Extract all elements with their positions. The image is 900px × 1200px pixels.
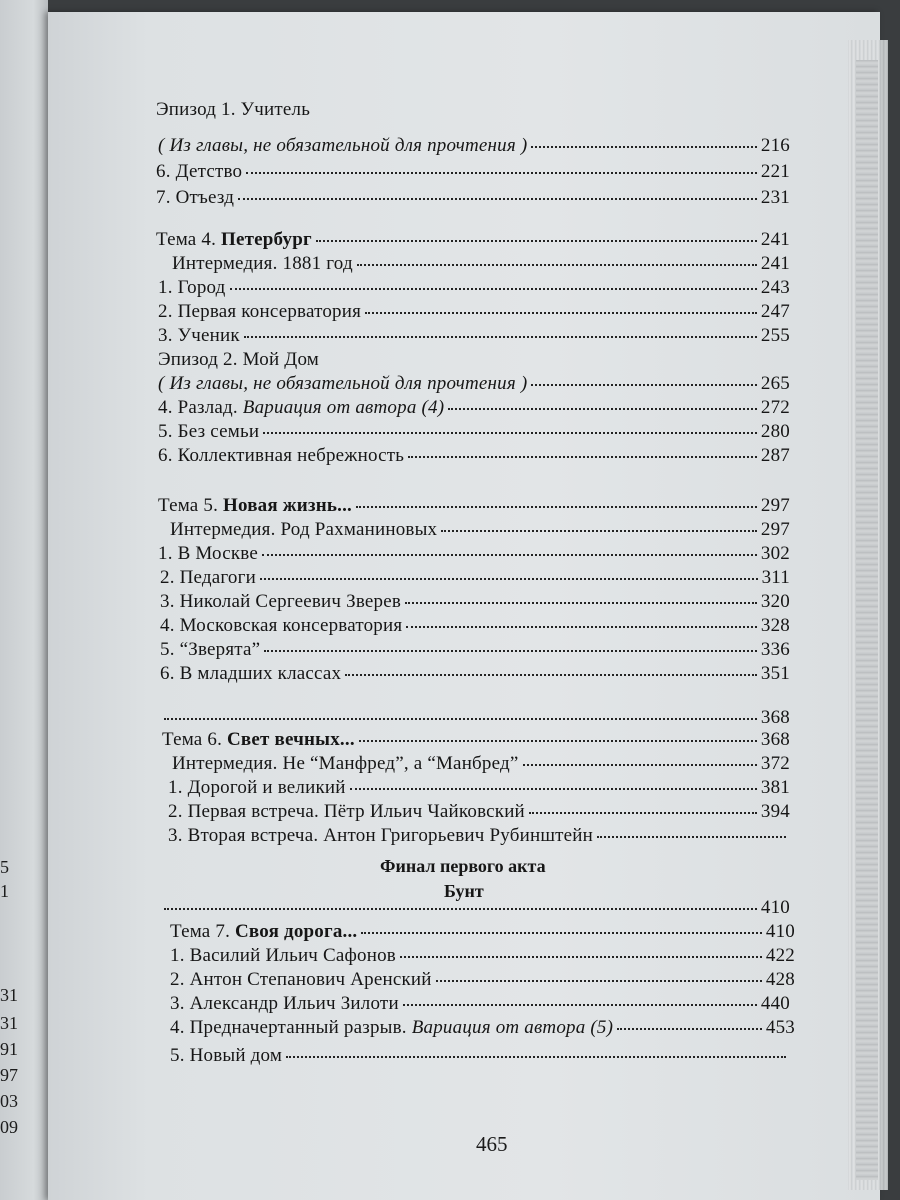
dot-leader bbox=[365, 312, 757, 314]
toc-entry-label bbox=[170, 946, 396, 965]
toc-entry-title: 6. Коллективная небрежность bbox=[158, 445, 405, 466]
toc-entry bbox=[170, 994, 790, 1013]
dot-leader bbox=[597, 836, 786, 838]
dot-leader bbox=[531, 146, 757, 148]
left-page-number: 03 bbox=[0, 1091, 18, 1111]
toc-entry-page: 320 bbox=[760, 591, 790, 612]
toc-entry-prefix: Тема 6. bbox=[162, 729, 227, 750]
toc-entry-title: ( Из главы, не обязательной для прочтения ) bbox=[158, 373, 528, 394]
toc-entry-title: Интермедия. Не “Манфред”, а “Манбред” bbox=[172, 753, 519, 774]
toc-entry-page: 428 bbox=[765, 969, 795, 990]
toc-entry bbox=[160, 616, 790, 635]
dot-leader bbox=[316, 240, 757, 242]
toc-entry bbox=[158, 350, 790, 369]
toc-entry-page: 311 bbox=[761, 567, 790, 588]
toc-entry-label bbox=[160, 664, 341, 683]
dot-leader bbox=[361, 932, 762, 934]
toc-entry-page: 247 bbox=[760, 301, 790, 322]
toc-entry-title: Интермедия. Род Рахманиновых bbox=[170, 519, 438, 540]
toc-entry bbox=[158, 496, 790, 515]
toc-entry-page: 297 bbox=[760, 519, 790, 540]
toc-entry-label bbox=[158, 544, 258, 563]
toc-entry-label bbox=[170, 1046, 282, 1065]
toc-entry-page: 280 bbox=[760, 421, 790, 442]
toc-entry-page: 265 bbox=[760, 373, 790, 394]
toc-entry-label bbox=[158, 136, 527, 155]
dot-leader bbox=[441, 530, 757, 532]
dot-leader bbox=[164, 718, 757, 720]
toc-entry-label bbox=[156, 100, 310, 119]
dot-leader bbox=[262, 554, 757, 556]
dot-leader bbox=[448, 408, 757, 410]
toc-entry bbox=[172, 754, 790, 773]
toc-entry-label bbox=[160, 592, 401, 611]
toc-entry-title: 3. Александр Ильич Зилоти bbox=[170, 993, 399, 1014]
toc-entry bbox=[170, 520, 790, 539]
toc-entry bbox=[170, 922, 795, 941]
section-heading: Бунт bbox=[444, 881, 484, 901]
toc-entry-title: Своя дорога... bbox=[235, 921, 358, 942]
toc-entry bbox=[160, 708, 790, 727]
toc-entry-prefix: Тема 7. bbox=[170, 921, 235, 942]
dot-leader bbox=[260, 578, 758, 580]
toc-entry bbox=[160, 568, 790, 587]
left-page-number: 97 bbox=[0, 1065, 18, 1085]
toc-entry-page: 272 bbox=[760, 397, 790, 418]
dot-leader bbox=[264, 650, 757, 652]
toc-entry-title: Эпизод 2. Мой Дом bbox=[158, 349, 320, 370]
toc-entry-title: 2. Антон Степанович Аренский bbox=[170, 969, 432, 990]
dot-leader bbox=[345, 674, 757, 676]
toc-entry-page: 255 bbox=[760, 325, 790, 346]
left-page-number: 31 bbox=[0, 1013, 18, 1033]
toc-entry bbox=[158, 326, 790, 345]
toc-entry-label bbox=[160, 640, 260, 659]
toc-entry-label bbox=[158, 302, 361, 321]
toc-entry-label bbox=[156, 188, 234, 207]
toc-entry bbox=[158, 302, 790, 321]
toc-entry-page: 372 bbox=[760, 753, 790, 774]
toc-entry-page: 381 bbox=[760, 777, 790, 798]
dot-leader bbox=[408, 456, 757, 458]
toc-entry-label bbox=[168, 802, 525, 821]
toc-entry-label bbox=[170, 520, 437, 539]
toc-entry-page: 394 bbox=[760, 801, 790, 822]
toc-entry-title: Вариация от автора (5) bbox=[411, 1017, 614, 1038]
toc-entry-label bbox=[172, 254, 353, 273]
toc-entry-title: 1. Город bbox=[158, 277, 226, 298]
toc-entry-label bbox=[162, 730, 355, 749]
toc-entry-page: 221 bbox=[760, 161, 790, 182]
toc-entry-page: 328 bbox=[760, 615, 790, 636]
toc-entry-page: 287 bbox=[760, 445, 790, 466]
toc-entry-page: 410 bbox=[765, 921, 795, 942]
toc-entry bbox=[158, 544, 790, 563]
toc-entry-title: 4. Московская консерватория bbox=[160, 615, 403, 636]
toc-entry-label bbox=[158, 350, 319, 369]
dot-leader bbox=[405, 602, 757, 604]
toc-entry bbox=[160, 592, 790, 611]
dot-leader bbox=[230, 288, 757, 290]
toc-entry-page: 297 bbox=[760, 495, 790, 516]
toc-entry bbox=[158, 446, 790, 465]
toc-entry-page: 216 bbox=[760, 135, 790, 156]
section-heading: Финал первого акта bbox=[380, 856, 546, 876]
toc-entry-page: 453 bbox=[765, 1017, 795, 1038]
dot-leader bbox=[350, 788, 757, 790]
toc-entry-title: 7. Отъезд bbox=[156, 187, 235, 208]
toc-entry-page: 368 bbox=[760, 729, 790, 750]
toc-entry bbox=[168, 778, 790, 797]
toc-entry-page: 368 bbox=[760, 707, 790, 728]
dot-leader bbox=[436, 980, 762, 982]
toc-entry-title: Новая жизнь... bbox=[223, 495, 352, 516]
toc-entry-prefix: Тема 5. bbox=[158, 495, 223, 516]
toc-entry-title: 5. Без семьи bbox=[158, 421, 260, 442]
toc-entry-title: 1. В Москве bbox=[158, 543, 258, 564]
left-page-number: 1 bbox=[0, 881, 9, 901]
toc-entry-title: Интермедия. 1881 год bbox=[172, 253, 353, 274]
dot-leader bbox=[529, 812, 757, 814]
dot-leader bbox=[406, 626, 757, 628]
page-number: 465 bbox=[476, 1132, 508, 1156]
dot-leader bbox=[400, 956, 762, 958]
toc-entry-label bbox=[170, 922, 357, 941]
toc-entry-page: 351 bbox=[760, 663, 790, 684]
toc-entry-label bbox=[168, 778, 346, 797]
toc-entry-page: 231 bbox=[760, 187, 790, 208]
toc-entry-title: 2. Педагоги bbox=[160, 567, 256, 588]
toc-entry bbox=[170, 970, 795, 989]
toc-entry-label bbox=[158, 398, 444, 417]
toc-entry-title: 1. Дорогой и великий bbox=[168, 777, 346, 798]
toc-entry bbox=[162, 730, 790, 749]
toc-entry-label bbox=[156, 230, 312, 249]
toc-entry-label bbox=[158, 374, 527, 393]
toc-entry-page: 241 bbox=[760, 253, 790, 274]
toc-entry-label bbox=[158, 278, 226, 297]
dot-leader bbox=[531, 384, 757, 386]
toc-entry-title: 3. Ученик bbox=[158, 325, 240, 346]
toc-entry-label bbox=[170, 1018, 613, 1037]
dot-leader bbox=[617, 1028, 762, 1030]
toc-entry-label bbox=[160, 568, 256, 587]
toc-entry-label bbox=[158, 496, 352, 515]
dot-leader bbox=[523, 764, 757, 766]
toc-entry-prefix: 4. Разлад. bbox=[158, 397, 243, 418]
toc-entry-title: 3. Николай Сергеевич Зверев bbox=[160, 591, 402, 612]
toc-entry-label bbox=[158, 446, 404, 465]
toc-entry bbox=[158, 136, 790, 155]
toc-entry-title: 3. Вторая встреча. Антон Григорьевич Рубинштейн bbox=[168, 825, 594, 846]
toc-entry-title: ( Из главы, не обязательной для прочтения ) bbox=[158, 135, 528, 156]
toc-entry bbox=[158, 278, 790, 297]
dot-leader bbox=[164, 908, 757, 910]
left-page-number: 09 bbox=[0, 1117, 18, 1137]
toc-entry-prefix: 4. Предначертанный разрыв. bbox=[170, 1017, 412, 1038]
toc-entry-page: 410 bbox=[760, 897, 790, 918]
toc-entry bbox=[170, 1046, 790, 1065]
toc-entry-title: 2. Первая встреча. Пётр Ильич Чайковский bbox=[168, 801, 525, 822]
toc-entry bbox=[160, 664, 790, 683]
dot-leader bbox=[357, 264, 757, 266]
toc-entry-title: Вариация от автора (4) bbox=[242, 397, 445, 418]
toc-entry-label bbox=[158, 422, 259, 441]
toc-entry-title: 6. Детство bbox=[156, 161, 243, 182]
toc-entry-page: 302 bbox=[760, 543, 790, 564]
toc-entry-page: 241 bbox=[760, 229, 790, 250]
toc-entry-title: 5. Новый дом bbox=[170, 1045, 283, 1066]
toc-entry bbox=[156, 162, 790, 181]
left-page-number: 31 bbox=[0, 985, 18, 1005]
dot-leader bbox=[244, 336, 757, 338]
dot-leader bbox=[403, 1004, 757, 1006]
toc-entry bbox=[156, 230, 790, 249]
toc-entry bbox=[172, 254, 790, 273]
toc-entry bbox=[170, 1018, 795, 1037]
toc-entry bbox=[156, 100, 790, 119]
toc-entry bbox=[160, 640, 790, 659]
toc-entry-title: 2. Первая консерватория bbox=[158, 301, 362, 322]
toc-entry bbox=[156, 188, 790, 207]
toc-entry bbox=[168, 826, 790, 845]
dot-leader bbox=[356, 506, 757, 508]
left-page-number: 5 bbox=[0, 857, 9, 877]
toc-entry-title: Свет вечных... bbox=[227, 729, 355, 750]
toc-entry-label bbox=[170, 970, 432, 989]
toc-entry bbox=[158, 398, 790, 417]
toc-entry-title: 6. В младших классах bbox=[160, 663, 342, 684]
toc-entry-title: 5. “Зверята” bbox=[160, 639, 261, 660]
left-page-number: 91 bbox=[0, 1039, 18, 1059]
toc-entry bbox=[158, 374, 790, 393]
toc-entry-page: 336 bbox=[760, 639, 790, 660]
toc-entry-label bbox=[156, 162, 242, 181]
toc-entry-page: 422 bbox=[765, 945, 795, 966]
toc-entry-label bbox=[160, 616, 402, 635]
toc-entry-page: 440 bbox=[760, 993, 790, 1014]
toc-entry-label bbox=[168, 826, 593, 845]
dot-leader bbox=[246, 172, 757, 174]
toc-entry bbox=[158, 422, 790, 441]
dot-leader bbox=[286, 1056, 786, 1058]
toc-entry-label bbox=[170, 994, 399, 1013]
toc-entry bbox=[170, 946, 795, 965]
toc-entry-label bbox=[158, 326, 240, 345]
dot-leader bbox=[238, 198, 757, 200]
toc-entry-label bbox=[172, 754, 519, 773]
toc-entry-prefix: Тема 4. bbox=[156, 229, 221, 250]
toc-entry-title: Эпизод 1. Учитель bbox=[156, 99, 311, 120]
dot-leader bbox=[359, 740, 757, 742]
toc-entry-page: 243 bbox=[760, 277, 790, 298]
toc-entry-title: 1. Василий Ильич Сафонов bbox=[170, 945, 396, 966]
dot-leader bbox=[263, 432, 757, 434]
toc-entry bbox=[168, 802, 790, 821]
toc-entry-title: Петербург bbox=[221, 229, 312, 250]
